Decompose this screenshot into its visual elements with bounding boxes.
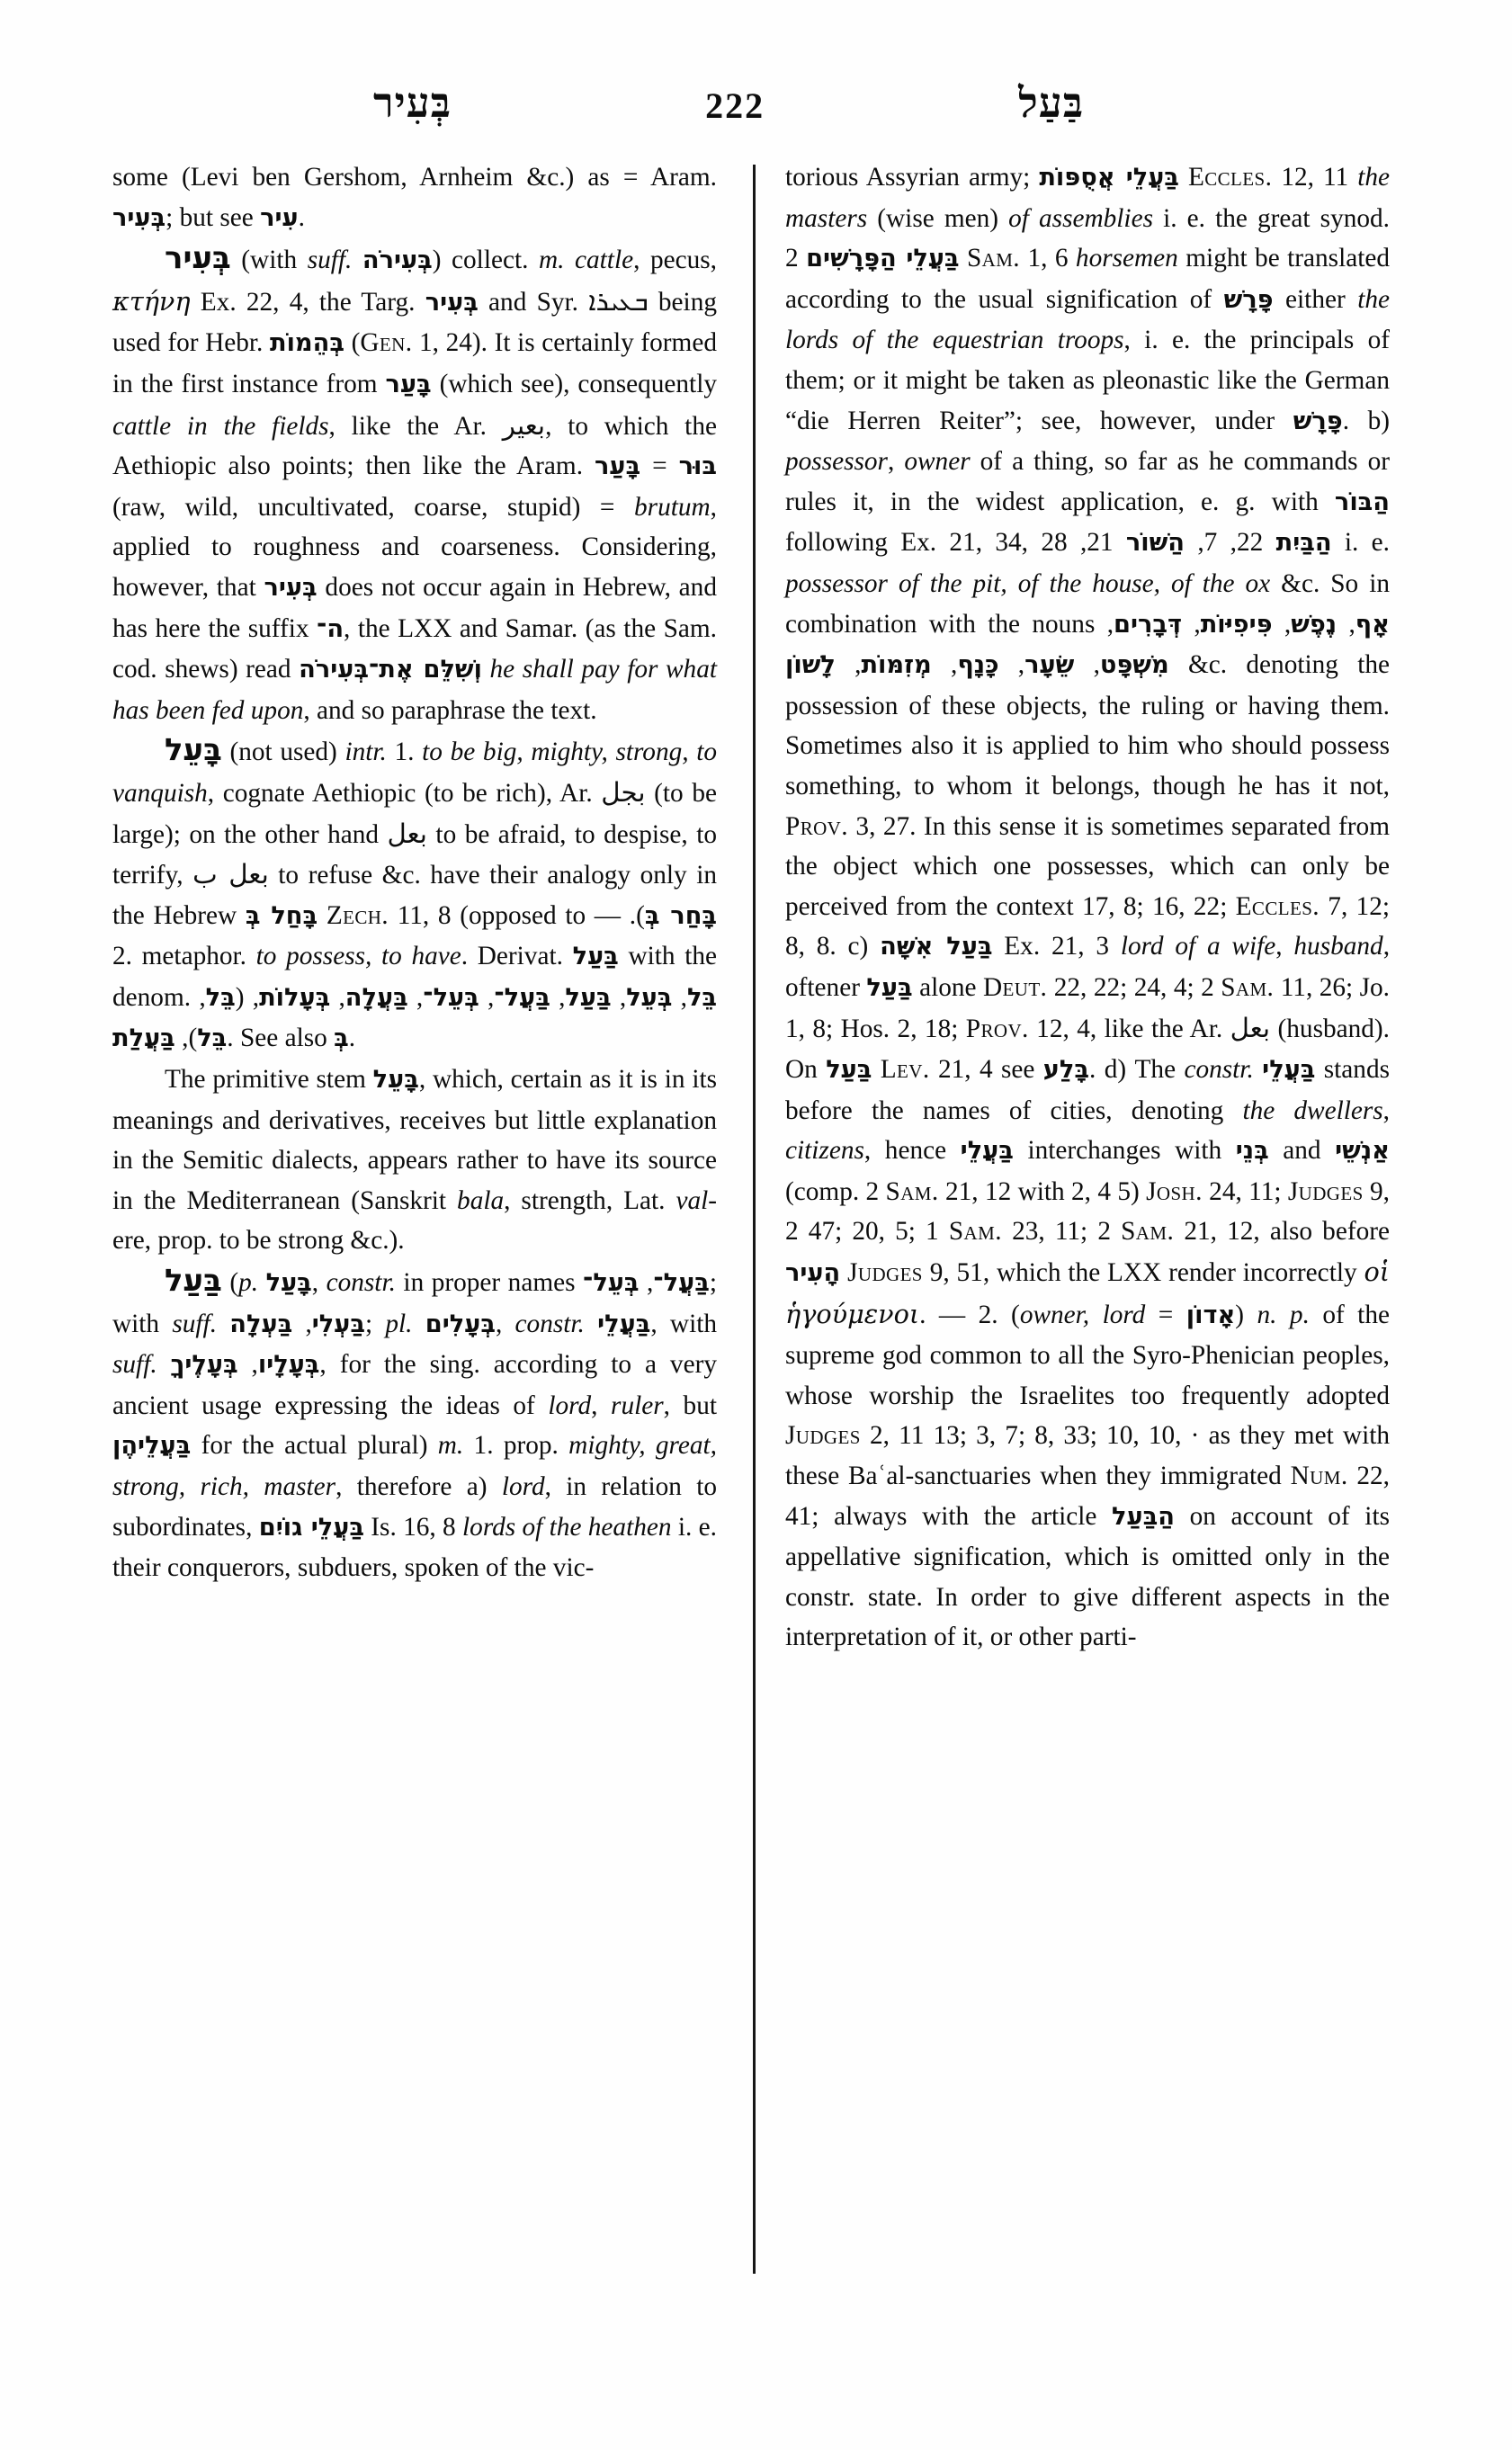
text-block-primitive-stem-note: The primitive stem בָּעֵל, which, certain as it is in its meanings and derivatives, receives but little explanation in the Semitic dialects, appears rather to have its source in the Mediterranean (Sanskrit bala, strength, Lat. val-ere, prop. to be strong &c.). <box>112 1065 718 1256</box>
text-block-baal-verb-entry: בָּעֵל (not used) intr. 1. to be big, mighty, strong, to vanquish, cognate Aethiopic (to be rich), Ar. بجل (to be large); on the other hand بعل to be afraid, to despise, to terrify, بعل ب to refuse &c. have their analogy only in the Hebrew בָּחַל בְּ Zech. 11, 8 (opposed to בָּחַר בְּ). — 2. metaphor. to possess, to have. Derivat. בַּעַל with the denom. בֵּל, בְּעֵל, בַּעַל, בַּעֲל־, בְּעֵל־, בַּעֲלָה, בְּעָלוֹת, (בֵּל, בֵּל), בַּעֲלַת . See also בְּ. <box>112 732 718 1053</box>
text-block-baal-noun-entry: בַּעַל (p. בָּעַל, constr. in proper names בַּעֲל־, בְּעֵל־ ; with suff. בַּעְלִי, בַּעְלָה ; pl. בְּעָלִים, constr. בַּעֲלֵי, with suff. בְּעָלָיו, בְּעָלֶיךָ , for the sing. according to a very ancient usage expressing the ideas of lord, ruler, but בַּעֲלֵיהֶן for the actual plural) m. 1. prop. mighty, great, strong, rich, master, therefore a) lord, in relation to subordinates, בַּעֲלֵי גוֹיִם Is. 16, 8 lords of the heathen i. e. their conquerors, subduers, spoken of the vic- <box>112 1263 718 1583</box>
column-divider-rule <box>753 165 756 2274</box>
running-head <box>121 61 1381 124</box>
page-number: 222 <box>705 85 765 126</box>
text-block-beir-continuation: some (Levi ben Gershom, Arnheim &c.) as = Aram. בְּעִיר; but see עִיר. <box>112 163 717 232</box>
text-block-baal-noun-continued: torious Assyrian army; בַּעֲלֵי אֲסֻפּוֹת Eccles. 12, 11 the masters (wise men) of assemblies i. e. the great synod. בַּעֲלֵי הַפָּרָשִׁים 2 Sam. 1, 6 horsemen might be translated according to the usual signification of פָּרָשׁ either the lords of the equestrian troops, i. e. the principals of them; or it might be taken as pleonastic like the German “die Herren Reiter”; see, however, under פָּרָשׁ. b) possessor, owner of a thing, so far as he commands or rules it, in the widest application, e. g. with הַבּוֹר following Ex. 21, 34, הַבַּיִת 22, 7, הַשּׁוֹר 21, 28 i. e. possessor of the pit, of the house, of the ox &c. So in combination with the nouns אָף, נֶפֶשׁ, פִּיפִיּוֹת, דְּבָרִים, מִשְׁפָּט, שֵׂעָר, כָּנָף, מְזִמּוֹת, לָשׁוֹן &c. denoting the possession of these objects, the ruling or having them. Sometimes also it is applied to him who should possess something, to whom it belongs, though he has it not, Prov. 3, 27. In this sense it is sometimes separated from the object which one possesses, which can only be perceived from the context 17, 8; 16, 22; Eccles. 7, 12; 8, 8. c) בַּעַל אִשָּׁה Ex. 21, 3 lord of a wife, husband, oftener בַּעַל alone Deut. 22, 22; 24, 4; 2 Sam. 11, 26; Jo. 1, 8; Hos. 2, 18; Prov. 12, 4, like the Ar. بعل (husband). On בַּעַל Lev. 21, 4 see בָּלַע. d) The constr. בַּעֲלֵי stands before the names of cities, denoting the dwellers, citizens, hence בַּעֲלֵי interchanges with בְּנֵי and אַנְשֵׁי (comp. 2 Sam. 21, 12 with 2, 4 5) Josh. 24, 11; Judges 9, 2 47; 20, 5; 1 Sam. 23, 11; 2 Sam. 21, 12, also before הָעִיר Judges 9, 51, which the LXX render incorrectly οἱ ἡγούμενοι. — 2. (owner, lord = אָדוֹן) n. p. of the supreme god common to all the Syro-Phenician peoples, whose worship the Israelites too frequently adopted Judges 2, 11 13; 3, 7; 8, 33; 10, 10, · as they met with these Baʿal-sanctuaries when they immigrated Num. 22, 41; always with the article הַבַּעַל on account of its appellative signification, which is omitted only in the constr. state. In order to give different aspects in the interpretation of it, or other parti- <box>785 163 1391 1652</box>
running-head-right-hebrew: בַּעַל <box>1018 80 1084 126</box>
right-column <box>785 157 1390 2298</box>
left-column <box>112 157 717 2298</box>
text-block-beir-entry: בְּעִיר (with suff. בְּעִירֹה) collect. m. cattle, pecus, κτήνη Ex. 22, 4, the Targ. בְּעִיר and Syr. ܒܥܝܪܐ being used for Hebr. בְּהֵמוֹת (Gen. 1, 24). It is certainly formed in the first instance from בָּעַר (which see), consequently cattle in the fields, like the Ar. بعير, to which the Aethiopic also points; then like the Aram. בּוּר = בָּעַר (raw, wild, uncultivated, coarse, stupid) = brutum, applied to roughness and coarseness. Considering, however, that בְּעִיר does not occur again in Hebrew, and has here the suffix ה־, the LXX and Samar. (as the Sam. cod. shews) read וְשִׁלֵּם אֶת־בְּעִירֹה he shall pay for what has been fed upon, and so paraphrase the text. <box>112 240 717 725</box>
running-head-left-hebrew: בְּעִיר <box>373 80 452 126</box>
column-container <box>112 157 1390 2298</box>
